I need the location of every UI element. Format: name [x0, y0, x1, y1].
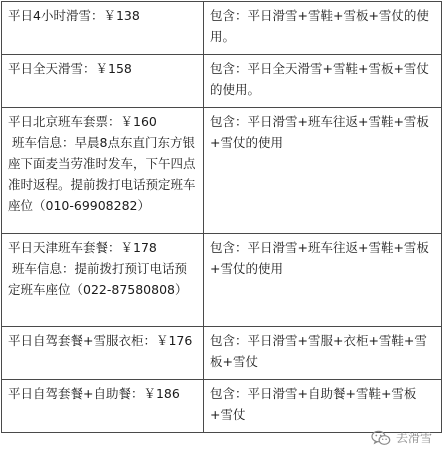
- package-price-cell: 平日天津班车套餐：￥178 班车信息：提前拨打预订电话预定班车座位（022-87580808）: [2, 234, 204, 327]
- package-includes-cell: 包含：平日滑雪+班车往返+雪鞋+雪板+雪仗的使用: [204, 108, 442, 234]
- package-price-cell: 平日自驾套餐+自助餐：￥186: [2, 380, 204, 433]
- package-includes-cell: 包含：平日全天滑雪+雪鞋+雪板+雪仗的使用。: [204, 55, 442, 108]
- watermark: [371, 429, 432, 446]
- package-price-cell: 平日自驾套餐+雪服衣柜：￥176: [2, 327, 204, 380]
- table-row: [2, 55, 442, 108]
- table-row: [2, 234, 442, 327]
- table-row: [2, 2, 442, 55]
- package-includes-cell: 包含：平日滑雪+班车往返+雪鞋+雪板+雪仗的使用: [204, 234, 442, 327]
- wechat-icon: [371, 430, 391, 446]
- ski-package-table: [1, 1, 442, 433]
- table-row: [2, 380, 442, 433]
- package-price-cell: 平日4小时滑雪：￥138: [2, 2, 204, 55]
- table-row: [2, 108, 442, 234]
- table-row: [2, 327, 442, 380]
- package-includes-cell: 包含：平日滑雪+雪服+衣柜+雪鞋+雪板+雪仗: [204, 327, 442, 380]
- watermark-text: 去滑雪: [395, 431, 432, 445]
- package-price-cell: 平日全天滑雪：￥158: [2, 55, 204, 108]
- package-includes-cell: 包含：平日滑雪+雪鞋+雪板+雪仗的使用。: [204, 2, 442, 55]
- package-includes-cell: 包含：平日滑雪+自助餐+雪鞋+雪板+雪仗: [204, 380, 442, 433]
- package-price-cell: 平日北京班车套票：￥160 班车信息：早晨8点东直门东方银座下面麦当劳准时发车，下午四点准时返程。提前拨打电话预定班车座位（010-69908282）: [2, 108, 204, 234]
